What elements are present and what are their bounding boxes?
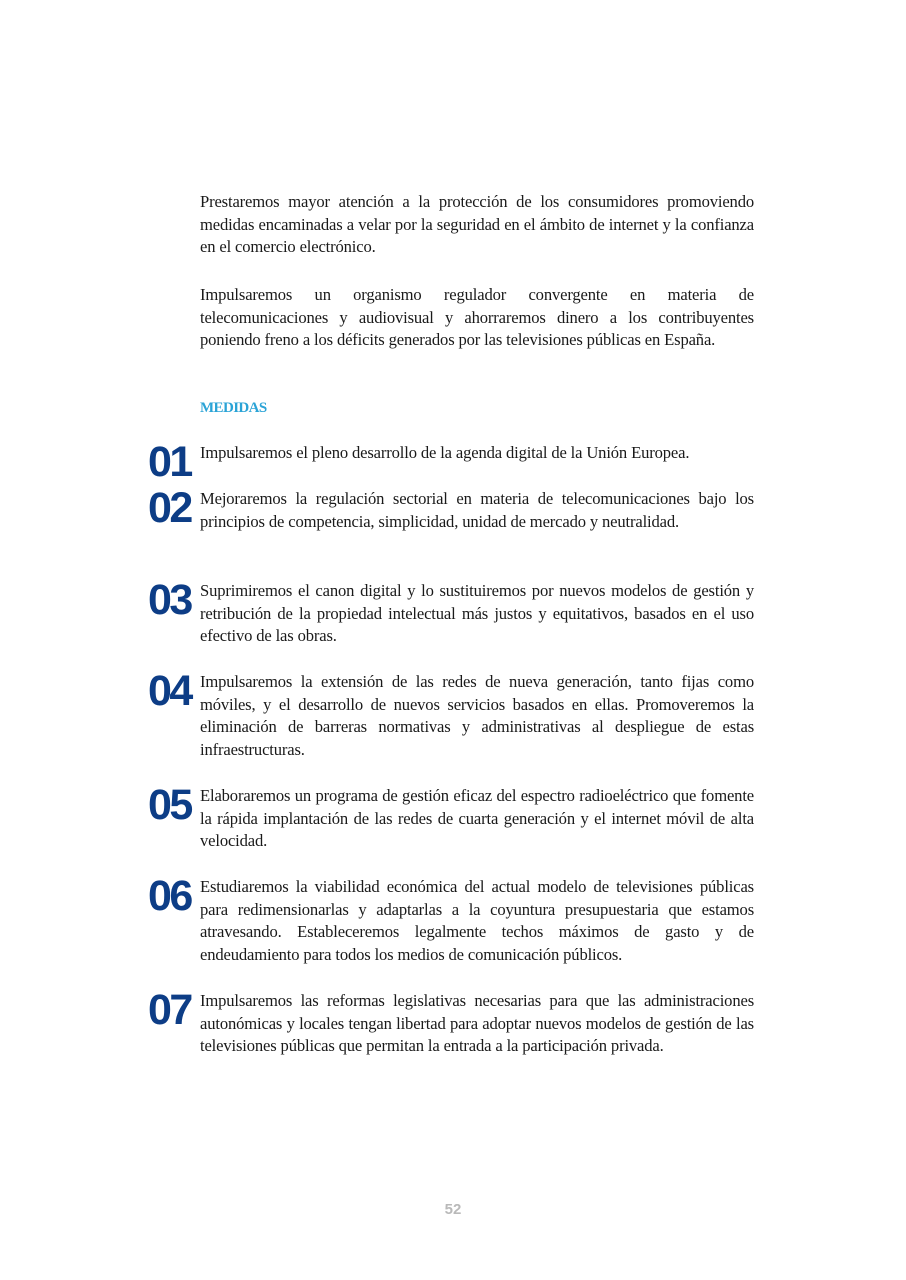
intro-paragraph-regulator: Impulsaremos un organismo regulador convergente en materia de telecomunicaciones y audiovisual y ahorraremos dinero a los contribuyentes poniendo freno a los déficits generados por las televisiones públicas en España. — [200, 285, 754, 350]
section-heading-medidas: MEDIDAS — [200, 400, 267, 416]
measure-text: Estudiaremos la viabilidad económica del actual modelo de televisiones públicas para redimensionarlas y adaptarlas a la coyuntura presupuestaria que estamos atravesando. Estableceremos legalmente techos máximos de gasto y de endeudamiento para todos los medios de comunicación públicos. — [200, 877, 754, 964]
measure-number: 05 — [148, 781, 191, 829]
measure-number: 06 — [148, 872, 191, 920]
measure-number: 03 — [148, 576, 191, 624]
measure-number: 04 — [148, 667, 191, 715]
measure-text: Elaboraremos un programa de gestión eficaz del espectro radioeléctrico que fomente la rápida implantación de las redes de cuarta generación y el internet móvil de alta velocidad. — [200, 786, 754, 851]
measure-text: Impulsaremos la extensión de las redes de nueva generación, tanto fijas como móviles, y el desarrollo de nuevos servicios basados en ellas. Promoveremos la eliminación de barreras normativas y administrativas al despliegue de estas infraestructuras. — [200, 672, 754, 759]
measure-number: 01 — [148, 438, 191, 486]
measure-number: 07 — [148, 986, 191, 1034]
intro-paragraph-consumers: Prestaremos mayor atención a la protección de los consumidores promoviendo medidas encaminadas a velar por la seguridad en el ámbito de internet y la confianza en el comercio electrónico. — [200, 192, 754, 257]
measure-text: Impulsaremos el pleno desarrollo de la agenda digital de la Unión Europea. — [200, 443, 690, 462]
measure-number: 02 — [148, 484, 191, 532]
measure-text: Mejoraremos la regulación sectorial en materia de telecomunicaciones bajo los principios de competencia, simplicidad, unidad de mercado y neutralidad. — [200, 489, 754, 531]
measure-text: Impulsaremos las reformas legislativas necesarias para que las administraciones autonómicas y locales tengan libertad para adoptar nuevos modelos de gestión de las televisiones públicas que permitan la entrada a la participación privada. — [200, 991, 754, 1056]
page-number: 52 — [444, 1201, 462, 1218]
measure-text: Suprimiremos el canon digital y lo sustituiremos por nuevos modelos de gestión y retribución de la propiedad intelectual más justos y equitativos, basados en el uso efectivo de las obras. — [200, 581, 754, 646]
